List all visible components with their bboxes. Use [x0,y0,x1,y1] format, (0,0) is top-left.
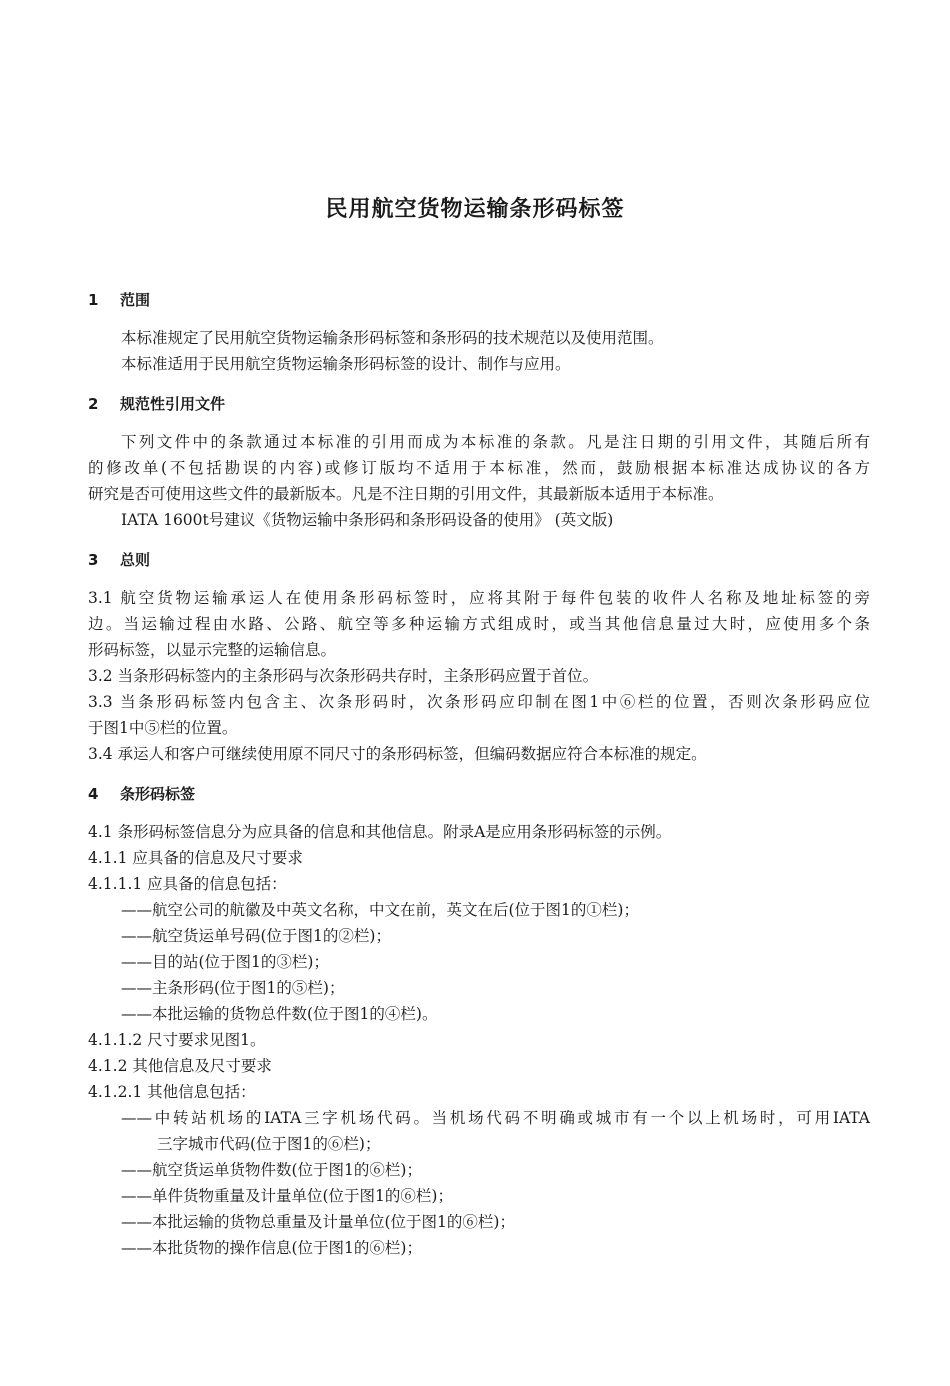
list-item: ——本批运输的货物总件数(位于图1的④栏)。 [121,1005,438,1023]
clause-line: 4.1.1.2 尺寸要求见图1。 [88,1031,266,1049]
section-number: 3 [88,551,99,569]
section-1-heading [88,287,150,313]
clause-line: 边。当运输过程由水路、公路、航空等多种运输方式组成时，或当其他信息量过大时，应使用多个条 [88,615,870,633]
list-item-continuation: 三字城市代码(位于图1的⑥栏)； [157,1135,381,1153]
page-title: 民用航空货物运输条形码标签 [325,197,625,222]
list-item: ——本批运输的货物总重量及计量单位(位于图1的⑥栏)； [121,1213,515,1231]
list-item: ——航空货运单号码(位于图1的②栏)； [121,927,391,945]
paragraph: 本标准规定了民用航空货物运输条形码标签和条形码的技术规范以及使用范围。 [121,329,664,347]
clause-line: 4.1.1 应具备的信息及尺寸要求 [88,849,303,867]
clause-line: 4.1.2 其他信息及尺寸要求 [88,1057,272,1075]
normative-reference: IATA 1600t号建议《货物运输中条形码和条形码设备的使用》 (英文版) [121,511,614,529]
list-item: ——航空公司的航徽及中英文名称，中文在前，英文在后(位于图1的①栏)； [121,901,639,919]
section-title: 条形码标签 [120,785,196,803]
section-number: 1 [88,291,99,309]
section-title: 总则 [120,551,151,569]
clause-line: 3.4 承运人和客户可继续使用原不同尺寸的条形码标签，但编码数据应符合本标准的规定。 [88,745,707,763]
paragraph-line: 下列文件中的条款通过本标准的引用而成为本标准的条款。凡是注日期的引用文件，其随后所有 [121,433,870,451]
clause-line: 于图1中⑤栏的位置。 [88,719,238,737]
section-2-heading [88,391,225,417]
paragraph-line: 的修改单(不包括勘误的内容)或修订版均不适用于本标准，然而，鼓励根据本标准达成协议的各方 [88,459,870,477]
clause-line: 3.1 航空货物运输承运人在使用条形码标签时，应将其附于每件包装的收件人名称及地址标签的旁 [88,589,870,607]
section-4-heading [88,781,195,807]
paragraph-line: 研究是否可使用这些文件的最新版本。凡是不注日期的引用文件，其最新版本适用于本标准。 [88,485,724,503]
clause-line: 4.1.2.1 其他信息包括： [88,1083,256,1101]
section-number: 4 [88,785,99,803]
clause-line: 形码标签，以显示完整的运输信息。 [88,641,337,659]
clause-line: 4.1 条形码标签信息分为应具备的信息和其他信息。附录A是应用条形码标签的示例。 [88,823,672,841]
list-item: ——目的站(位于图1的③栏)； [121,953,329,971]
section-title: 规范性引用文件 [120,395,226,413]
list-item: ——中转站机场的IATA三字机场代码。当机场代码不明确或城市有一个以上机场时，可用IATA [121,1109,870,1127]
section-title: 范围 [120,291,151,309]
clause-line: 3.3 当条形码标签内包含主、次条形码时，次条形码应印制在图1中⑥栏的位置，否则次条形码应位 [88,693,870,711]
clause-line: 3.2 当条形码标签内的主条形码与次条形码共存时，主条形码应置于首位。 [88,667,599,685]
list-item: ——单件货物重量及计量单位(位于图1的⑥栏)； [121,1187,453,1205]
section-3-heading [88,547,150,573]
section-number: 2 [88,395,99,413]
clause-line: 4.1.1.1 应具备的信息包括： [88,875,287,893]
list-item: ——本批货物的操作信息(位于图1的⑥栏)； [121,1239,422,1257]
paragraph: 本标准适用于民用航空货物运输条形码标签的设计、制作与应用。 [121,355,571,373]
list-item: ——主条形码(位于图1的⑤栏)； [121,979,345,997]
list-item: ——航空货运单货物件数(位于图1的⑥栏)； [121,1161,422,1179]
